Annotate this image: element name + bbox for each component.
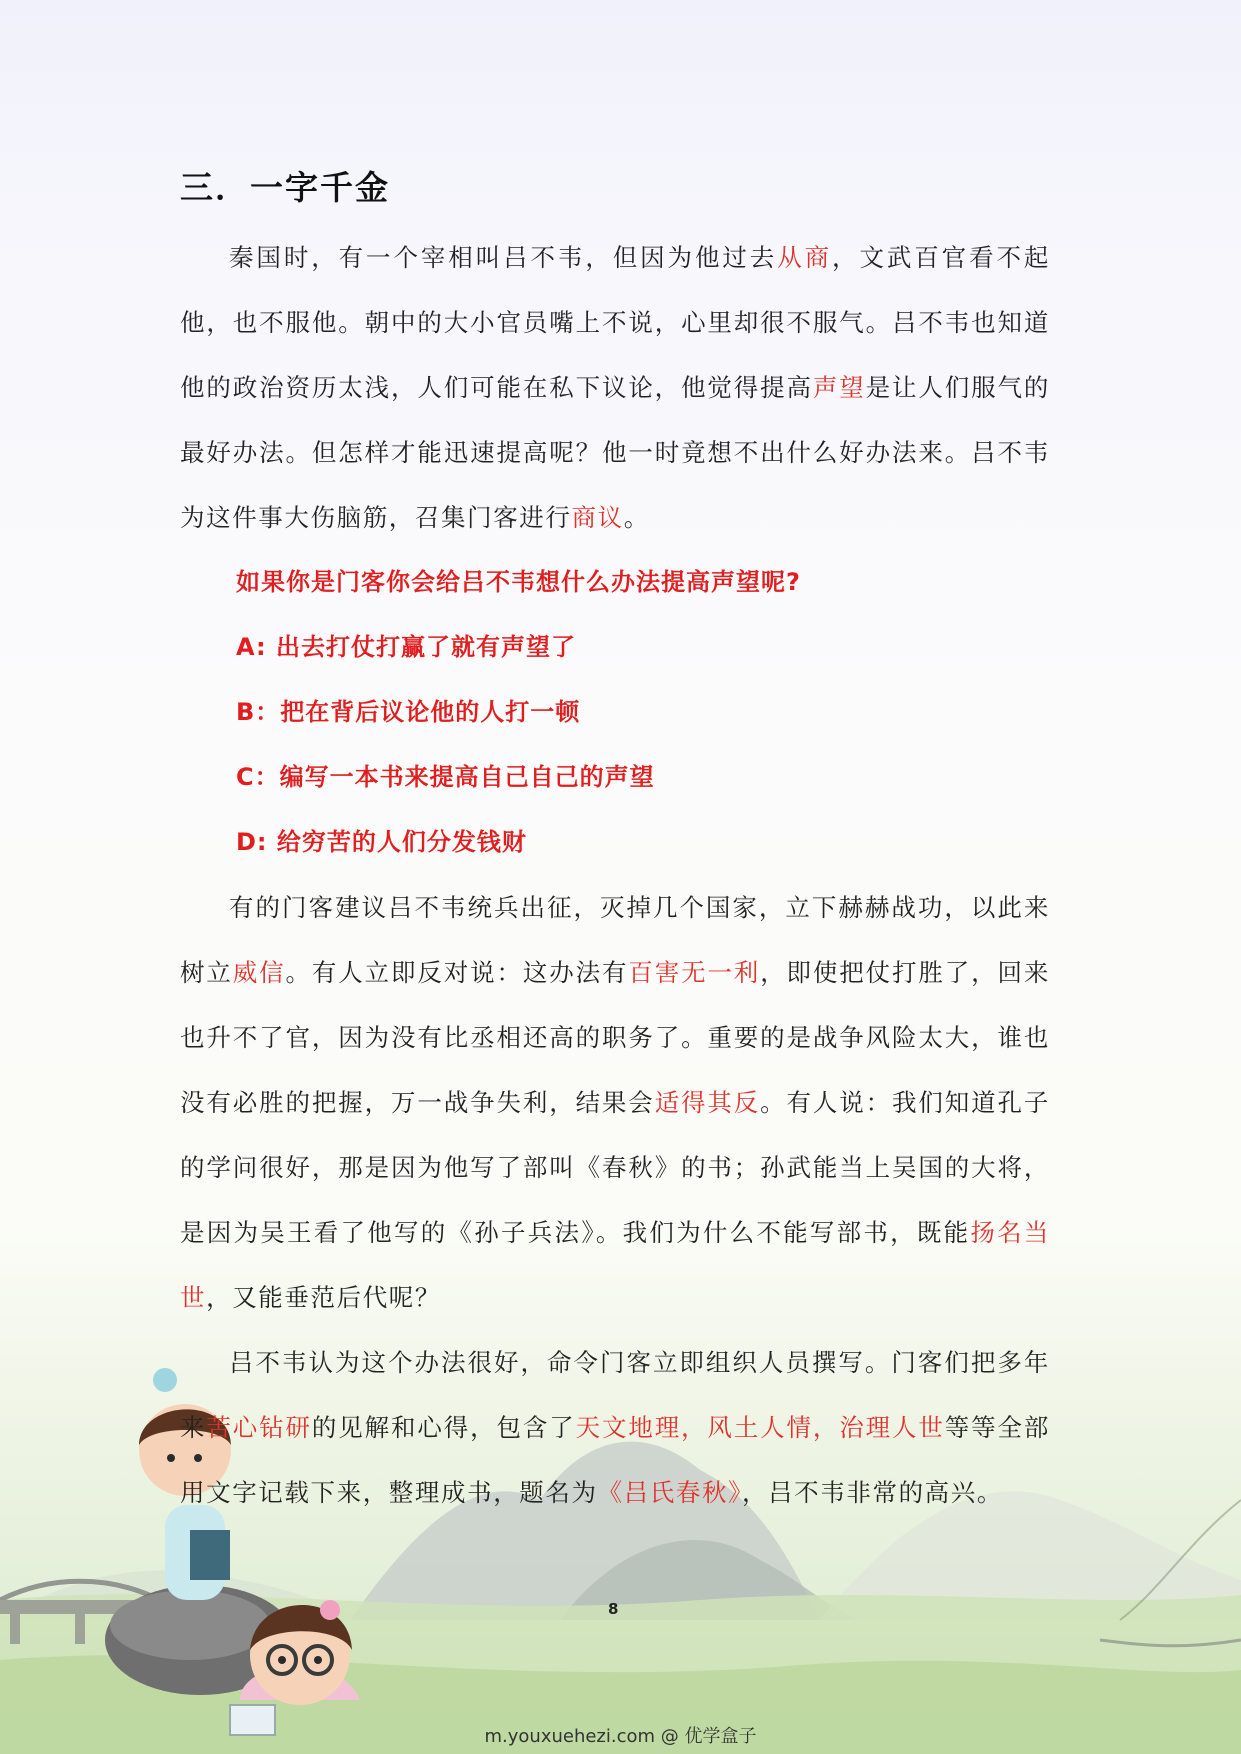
text-segment: 是让人们服气的最好办法。但怎样才能迅速提高呢？他一时竟想不出什么好办法来。吕不韦为这件事大伤脑筋，召集门客进行 <box>180 373 1050 532</box>
section-title: 三．一字千金 <box>180 168 390 207</box>
highlight-term: 商议 <box>571 503 624 532</box>
paragraph-3 <box>180 1330 1050 1525</box>
text-segment: 等等全部用文字记载下来，整理成书，题名为 <box>180 1413 1050 1507</box>
paragraph-1 <box>180 225 1050 550</box>
quiz-option-b: B：把在背后议论他的人打一顿 <box>236 698 581 726</box>
text-segment: ，吕不韦非常的高兴。 <box>741 1478 1003 1507</box>
text-segment: 吕不韦认为这个办法很好，命令门客立即组织人员撰写。门客们把多年来 <box>180 1348 1050 1442</box>
highlight-term: 扬名当世 <box>180 1218 1050 1312</box>
quiz-option-d: D: 给穷苦的人们分发钱财 <box>236 828 527 856</box>
highlight-term: 百害无一利 <box>628 958 761 987</box>
text-segment: 秦国时，有一个宰相叫吕不韦，但因为他过去 <box>229 243 778 272</box>
content-area <box>180 150 1050 1525</box>
text-segment: 的见解和心得，包含了 <box>311 1413 576 1442</box>
text-segment: ，文武百官看不起他，也不服他。朝中的大小官员嘴上不说，心里却很不服气。吕不韦也知道他的政治资历太浅，人们可能在私下议论，他觉得提高 <box>180 243 1050 402</box>
paragraph-2 <box>180 875 1050 1330</box>
text-segment: 有的门客建议吕不韦统兵出征，灭掉几个国家，立下赫赫战功，以此来树立 <box>180 893 1050 987</box>
quiz-question: 如果你是门客你会给吕不韦想什么办法提高声望呢? <box>236 568 801 596</box>
page-number: 8 <box>608 1600 619 1618</box>
text-segment: 。 <box>623 503 650 532</box>
quiz-option-c: C：编写一本书来提高自己自己的声望 <box>236 763 655 791</box>
text-segment: 。有人说：我们知道孔子的学问很好，那是因为他写了部叫《春秋》的书；孙武能当上吴国的大将，是因为吴王看了他写的《孙子兵法》。我们为什么不能写部书，既能 <box>180 1088 1050 1247</box>
highlight-term: 从商 <box>777 243 833 272</box>
highlight-term: 苦心钻研 <box>206 1413 312 1442</box>
highlight-term: 威信 <box>232 958 286 987</box>
highlight-term: 适得其反 <box>654 1088 761 1117</box>
quiz-option-a: A: 出去打仗打赢了就有声望了 <box>236 633 576 661</box>
highlight-term: 天文地理，风土人情，治理人世 <box>575 1413 945 1442</box>
text-segment: ，即使把仗打胜了，回来也升不了官，因为没有比丞相还高的职务了。重要的是战争风险太大，谁也没有必胜的把握，万一战争失利，结果会 <box>180 958 1050 1117</box>
highlight-term: 《吕氏春秋》 <box>597 1478 742 1507</box>
highlight-term: 声望 <box>812 373 866 402</box>
footer-watermark: m.youxuehezi.com @ 优学盒子 <box>484 1726 757 1747</box>
text-segment: 。有人立即反对说：这办法有 <box>285 958 629 987</box>
text-segment: ，又能垂范后代呢？ <box>206 1283 442 1312</box>
